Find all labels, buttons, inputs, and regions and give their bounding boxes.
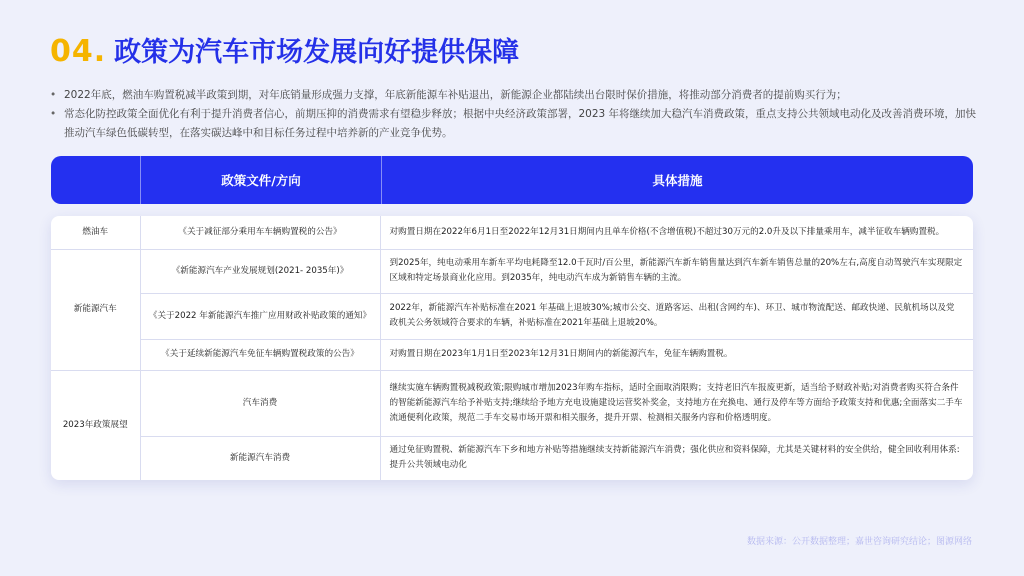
policy-doc-cell: 汽车消费 [140, 370, 380, 436]
category-cell: 燃油车 [51, 216, 140, 249]
source-note: 数据来源：公开数据整理；嘉世咨询研究结论；图源网络 [746, 537, 972, 547]
policy-doc-cell: 《新能源汽车产业发展规划(2021- 2035年)》 [140, 249, 380, 293]
policy-doc-cell: 《关于2022 年新能源汽车推广应用财政补贴政策的通知》 [140, 293, 380, 339]
header-cell-policy: 政策文件/方向 [141, 156, 382, 204]
bullet-text: 常态化防控政策全面优化有利于提升消费者信心，前期压抑的消费需求有望稳步释放；根据中央经济政策部署，2023 年将继续加大稳汽车消费政策，重点支持公共领域电动化及改善消费环境，加快推动汽车绿色低碳转型，在落实碳达峰中和目标任务过程中培养新的产业竞争优势。 [64, 108, 977, 139]
table-row [51, 293, 973, 339]
measure-cell: 继续实施车辆购置税减税政策;限购城市增加2023年购车指标，适时全面取消限购；支持老旧汽车报废更新，适当给予财政补贴;对消费者购买符合条件的智能新能源汽车给予补贴支持;继续给予地方充电设施建设运营奖补奖金，支持地方在充换电、通行及停车等方面给予政策支持和优惠;全面落实二手车流通便利化政策，规范二手车交易市场开票和相关服务，提升开票、检测相关服务内容和价格透明度。 [380, 370, 973, 436]
table-row [51, 370, 973, 436]
section-number: 04. [50, 34, 107, 69]
bullet-dot-icon: • [50, 108, 57, 120]
policy-doc-cell: 新能源汽车消费 [140, 436, 380, 480]
intro-bullets [50, 86, 980, 143]
measure-cell: 对购置日期在2022年6月1日至2022年12月31日期间内且单车价格(不含增值税)不超过30万元的2.0升及以下排量乘用车，减半征收车辆购置税。 [380, 216, 973, 249]
policy-doc-cell: 《关于延续新能源汽车免征车辆购置税政策的公告》 [140, 339, 380, 370]
table-row [51, 249, 973, 293]
measure-cell: 2022年，新能源汽车补贴标准在2021 年基础上退坡30%;城市公交、道路客运、出租(含网约车)、环卫、城市物流配送、邮政快递、民航机场以及党政机关公务领域符合要求的车辆，补贴标准在2021年基础上退坡20%。 [380, 293, 973, 339]
table-row [51, 216, 973, 249]
table-header [51, 156, 973, 204]
policy-table [51, 216, 973, 480]
bullet-item [50, 105, 980, 143]
bullet-dot-icon: • [50, 89, 57, 101]
bullet-text: 2022年底，燃油车购置税减半政策到期，对年底销量形成强力支撑，年底新能源车补贴退出，新能源企业都陆续出台限时保价措施，将推动部分消费者的提前购买行为； [64, 89, 847, 101]
category-cell: 新能源汽车 [51, 249, 140, 370]
header-cell-measures: 具体措施 [652, 173, 703, 188]
page-title [50, 30, 519, 69]
measure-cell: 通过免征购置税、新能源汽车下乡和地方补贴等措施继续支持新能源汽车消费；强化供应和资料保障，尤其是关键材料的安全供给，健全回收利用体系:提升公共领域电动化 [380, 436, 973, 480]
table-row [51, 436, 973, 480]
header-cell-category [51, 156, 141, 204]
bullet-item [50, 86, 980, 105]
policy-doc-cell: 《关于减征部分乘用车车辆购置税的公告》 [140, 216, 380, 249]
title-text: 政策为汽车市场发展向好提供保障 [114, 37, 520, 68]
measure-cell: 到2025年，纯电动乘用车新车平均电耗降至12.0千瓦时/百公里，新能源汽车新车销售量达到汽车新车销售总量的20%左右,高度自动驾驶汽车实现限定区域和特定场景商业化应用。到2035年，纯电动汽车成为新销售车辆的主流。 [380, 249, 973, 293]
category-cell: 2023年政策展望 [51, 370, 140, 480]
table-row [51, 339, 973, 370]
measure-cell: 对购置日期在2023年1月1日至2023年12月31日期间内的新能源汽车，免征车辆购置税。 [380, 339, 973, 370]
